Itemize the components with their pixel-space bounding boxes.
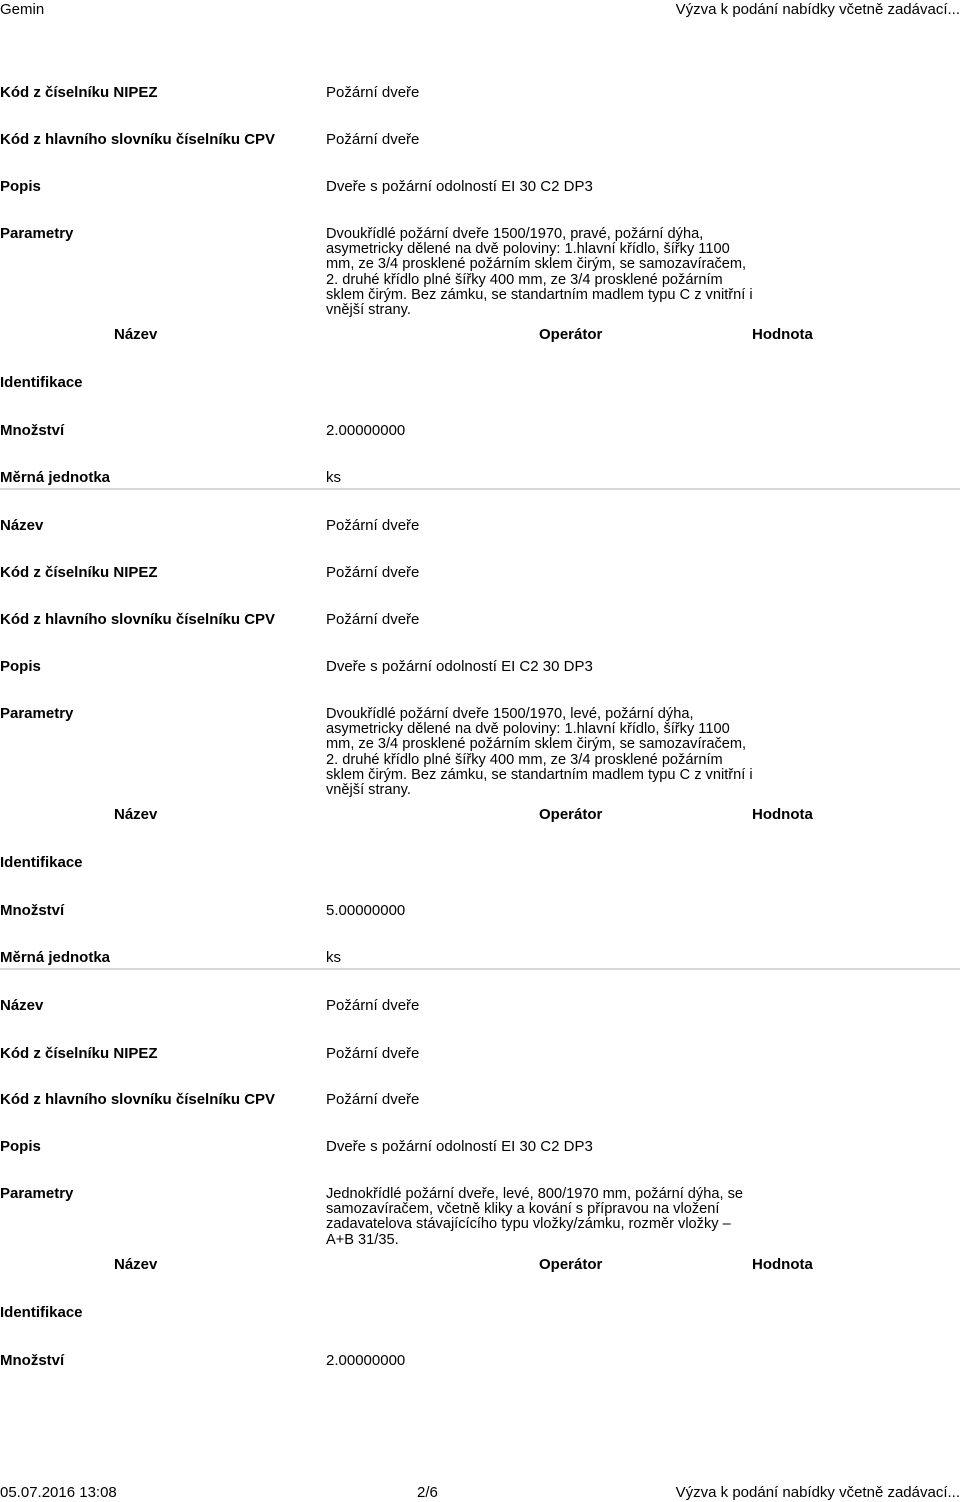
header-title-left: Gemin — [0, 1, 45, 18]
cpv-value: Požární dveře — [326, 1091, 420, 1108]
column-header-nazev: Název — [114, 326, 158, 343]
parametry-label: Parametry — [0, 225, 74, 242]
mnozstvi-value: 5.00000000 — [326, 902, 406, 919]
column-header-operator: Operátor — [539, 326, 603, 343]
parametry-label: Parametry — [0, 1185, 74, 1202]
nipez-label: Kód z číselníku NIPEZ — [0, 1045, 158, 1062]
cpv-label: Kód z hlavního slovníku číselníku CPV — [0, 131, 276, 148]
nazev-label: Název — [0, 517, 44, 534]
nazev-value: Požární dveře — [326, 517, 420, 534]
nazev-value: Požární dveře — [326, 997, 420, 1014]
identifikace-label: Identifikace — [0, 854, 83, 871]
mnozstvi-label: Množství — [0, 422, 65, 439]
jednotka-label: Měrná jednotka — [0, 469, 111, 486]
mnozstvi-value: 2.00000000 — [326, 422, 406, 439]
mnozstvi-label: Množství — [0, 1352, 65, 1369]
popis-value: Dveře s požární odolností EI 30 C2 DP3 — [326, 1138, 593, 1155]
footer-title-right: Výzva k podání nabídky včetně zadávací... — [675, 1484, 960, 1501]
column-header-hodnota: Hodnota — [752, 326, 813, 343]
cpv-value: Požární dveře — [326, 611, 420, 628]
parametry-label: Parametry — [0, 705, 74, 722]
cpv-label: Kód z hlavního slovníku číselníku CPV — [0, 1091, 276, 1108]
nipez-value: Požární dveře — [326, 1045, 420, 1062]
nipez-value: Požární dveře — [326, 84, 420, 101]
column-header-hodnota: Hodnota — [752, 806, 813, 823]
nipez-label: Kód z číselníku NIPEZ — [0, 564, 158, 581]
mnozstvi-label: Množství — [0, 902, 65, 919]
divider — [0, 488, 960, 490]
nipez-value: Požární dveře — [326, 564, 420, 581]
nazev-label: Název — [0, 997, 44, 1014]
cpv-label: Kód z hlavního slovníku číselníku CPV — [0, 611, 276, 628]
jednotka-label: Měrná jednotka — [0, 949, 111, 966]
footer-page-number: 2/6 — [417, 1484, 438, 1501]
column-header-hodnota: Hodnota — [752, 1256, 813, 1273]
column-header-nazev: Název — [114, 1256, 158, 1273]
jednotka-value: ks — [326, 949, 341, 966]
parametry-value: Dvoukřídlé požární dveře 1500/1970, pravé, požární dýha, asymetricky dělené na dvě poloviny: 1.hlavní křídlo, šířky 1100 mm, ze 3/4 prosklené požárním sklem čirým, se samozavíračem, 2. druhé křídlo plné šířky 400 mm, ze 3/4 prosklené požárním sklem čirým. Bez zámku, se standartním madlem typu C z vnitřní i vnější strany. — [326, 226, 753, 319]
divider — [0, 968, 960, 970]
column-header-operator: Operátor — [539, 806, 603, 823]
jednotka-value: ks — [326, 469, 341, 486]
popis-value: Dveře s požární odolností EI 30 C2 DP3 — [326, 178, 593, 195]
column-header-operator: Operátor — [539, 1256, 603, 1273]
popis-label: Popis — [0, 178, 41, 195]
popis-label: Popis — [0, 658, 41, 675]
nipez-label: Kód z číselníku NIPEZ — [0, 84, 158, 101]
parametry-value: Dvoukřídlé požární dveře 1500/1970, levé, požární dýha, asymetricky dělené na dvě poloviny: 1.hlavní křídlo, šířky 1100 mm, ze 3/4 prosklené požárním sklem čirým, se samozavíračem, 2. druhé křídlo plné šířky 400 mm, ze 3/4 prosklené požárním sklem čirým. Bez zámku, se standartním madlem typu C z vnitřní i vnější strany. — [326, 706, 753, 799]
popis-label: Popis — [0, 1138, 41, 1155]
parametry-value: Jednokřídlé požární dveře, levé, 800/1970 mm, požární dýha, se samozavíračem, včetně kliky a kování s přípravou na vložení zadavatelova stávajícícího typu vložky/zámku, rozměr vložky – A+B 31/35. — [326, 1186, 743, 1248]
identifikace-label: Identifikace — [0, 1304, 83, 1321]
footer-datetime: 05.07.2016 13:08 — [0, 1484, 117, 1501]
mnozstvi-value: 2.00000000 — [326, 1352, 406, 1369]
cpv-value: Požární dveře — [326, 131, 420, 148]
identifikace-label: Identifikace — [0, 374, 83, 391]
header-title-right: Výzva k podání nabídky včetně zadávací... — [675, 1, 960, 18]
popis-value: Dveře s požární odolností EI C2 30 DP3 — [326, 658, 593, 675]
column-header-nazev: Název — [114, 806, 158, 823]
